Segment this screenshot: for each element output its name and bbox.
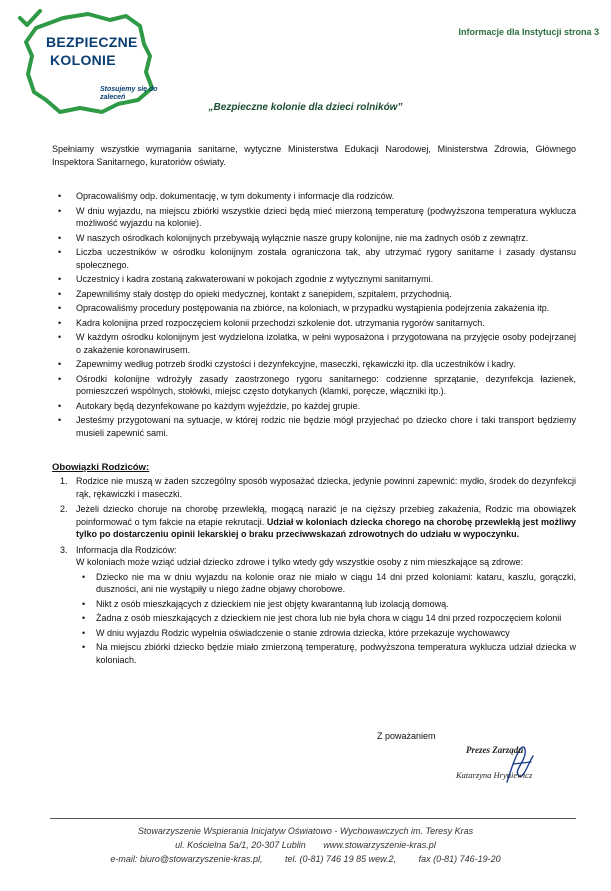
duty-title: Informacja dla Rodziców: bbox=[76, 544, 177, 555]
list-item: • Opracowaliśmy procedury postępowania na zbiórce, na koloniach, w przypadku wystąpienia podejrzenia zakażenia itp. bbox=[52, 302, 576, 315]
footer-email[interactable]: e-mail: biuro@stowarzyszenie-kras.pl, bbox=[110, 854, 263, 864]
list-item: • Opracowaliśmy odp. dokumentację, w tym dokumenty i informacje dla rodziców. bbox=[52, 190, 576, 203]
logo-slogan: Stosujemy się do zaleceń bbox=[100, 86, 158, 101]
footer-address-row bbox=[0, 838, 611, 852]
list-item: • Dziecko nie ma w dniu wyjazdu na kolonie oraz nie miało w ciągu 14 dni przed koloniami: kataru, kaszlu, gorączki, duszności, ani nie wystąpiły u niego żadne objawy chorobowe. bbox=[76, 571, 576, 596]
duties-heading: Obowiązki Rodziców: bbox=[52, 462, 150, 473]
logo-line1: BEZPIECZNE bbox=[46, 34, 138, 50]
footer-tel: tel. (0-81) 746 19 85 wew.2, bbox=[285, 854, 397, 864]
footer-website[interactable]: www.stowarzyszenie-kras.pl bbox=[323, 840, 436, 850]
duty-text: W koloniach może wziąć udział dziecko zdrowe i tylko wtedy gdy wszystkie osoby z nim mieszkające są zdrowe: bbox=[76, 557, 524, 567]
list-item: • W każdym ośrodku kolonijnym jest wydzielona izolatka, w pełni wyposażona i przygotowana na przyjęcie osoby podejrzanej o zakażenie koronawirusem. bbox=[52, 331, 576, 356]
duty-number: 1. bbox=[60, 476, 68, 486]
duties-list bbox=[52, 475, 576, 669]
document-title: „Bezpieczne kolonie dla dzieci rolników” bbox=[208, 102, 403, 113]
list-item: • Nikt z osób mieszkających z dzieckiem nie jest objęty kwarantanną lub izolacją domową. bbox=[76, 598, 576, 611]
duty-item bbox=[52, 503, 576, 541]
list-item: • Jesteśmy przygotowani na sytuacje, w której rodzic nie będzie mógł przyjechać po dziecko chore i taki transport będziemy musieli zapewnić sami. bbox=[52, 414, 576, 439]
intro-paragraph: Spełniamy wszystkie wymagania sanitarne, wytyczne Ministerstwa Edukacji Narodowej, Ministerstwa Zdrowia, Głównego Inspektora Sanitarnego, kuratoriów oświaty. bbox=[52, 144, 576, 167]
list-item: • Na miejscu zbiórki dziecko będzie miało zmierzoną temperaturę, podwyższona temperatura wyklucza udział dziecka w koloniach. bbox=[76, 641, 576, 666]
duty-text: Rodzice nie muszą w żaden szczególny sposób wyposażać dziecka, jedynie powinni zapewnić: mydło, środek do dezynfekcji rąk, rękawiczki i maseczki. bbox=[76, 476, 576, 499]
footer-fax: fax (0-81) 746-19-20 bbox=[418, 854, 501, 864]
parent-info-list bbox=[76, 571, 576, 667]
checkmark-icon bbox=[18, 8, 42, 28]
duty-number: 3. bbox=[60, 544, 68, 555]
logo-line2: KOLONIE bbox=[50, 52, 116, 68]
footer-org: Stowarzyszenie Wspierania Inicjatyw Oświatowo - Wychowawczych im. Teresy Kras bbox=[137, 826, 474, 836]
list-item: • Zapewnimy według potrzeb środki czystości i dezynfekcyjne, maseczki, rękawiczki itp. dla uczestników i kadry. bbox=[52, 358, 576, 371]
list-item: • Kadra kolonijna przed rozpoczęciem kolonii przechodzi szkolenie dot. utrzymania rygorów sanitarnych. bbox=[52, 317, 576, 330]
list-item: • Żadna z osób mieszkających z dzieckiem nie jest chora lub nie była chora w ciągu 14 dni przed rozpoczęciem kolonii bbox=[76, 612, 576, 625]
duty-text-bold: Udział w koloniach dziecka chorego na chorobę przewlekłą jest możliwy tylko po dostarczeniu opinii lekarskiej o braku przeciwwskazań zdrowotnych do udziału w wypoczynku. bbox=[76, 516, 576, 539]
duty-item bbox=[52, 475, 576, 500]
closing-greeting: Z poważaniem bbox=[377, 731, 436, 741]
page-header-info: Informacje dla Instytucji strona 3 bbox=[458, 27, 599, 37]
list-item: • W dniu wyjazdu Rodzic wypełnia oświadczenie o stanie zdrowia dziecka, które przekazuje wychowawcy bbox=[76, 627, 576, 640]
footer-address: ul. Kościelna 5a/1, 20-307 Lublin bbox=[175, 840, 306, 850]
duty-number: 2. bbox=[60, 504, 68, 514]
list-item: • Autokary będą dezynfekowane po każdym wyjeździe, po każdej grupie. bbox=[52, 400, 576, 413]
footer-contact-row bbox=[0, 852, 611, 866]
duty-text: Jeżeli dziecko choruje na chorobę przewlekłą, mogącą narazić je na cięższy przebieg zakażenia, Rodzic ma obowiązek poinformować o tym fakcie na etapie rekrutacji. bbox=[76, 504, 576, 527]
list-item: • Zapewniliśmy stały dostęp do opieki medycznej, kontakt z sanepidem, szpitalem, przychodnią. bbox=[52, 288, 576, 301]
measures-list bbox=[52, 190, 576, 441]
footer bbox=[0, 824, 611, 866]
list-item: • W dniu wyjazdu, na miejscu zbiórki wszystkie dzieci będą mieć mierzoną temperaturę (podwyższona temperatura wyklucza możliwość wyjazdu na kolonie). bbox=[52, 205, 576, 230]
list-item: • W naszych ośrodkach kolonijnych przebywają wyłącznie nasze grupy kolonijne, nie ma żadnych osób z zewnątrz. bbox=[52, 232, 576, 245]
footer-divider bbox=[50, 818, 576, 819]
signatory-name: Katarzyna Hryniewicz bbox=[456, 770, 533, 780]
list-item: • Ośrodki kolonijne wdrożyły zasady zaostrzonego rygoru sanitarnego: codzienne sprzątanie, dezynfekcja łazienek, pomieszczeń wspólnych, stołówki, miejsc często dotykanych (klamki, poręcze, włączniki itp.). bbox=[52, 373, 576, 398]
signatory-role: Prezes Zarządu bbox=[466, 745, 524, 755]
duty-item bbox=[52, 544, 576, 667]
list-item: • Uczestnicy i kadra zostaną zakwaterowani w pokojach zgodnie z wytycznymi sanitarnymi. bbox=[52, 273, 576, 286]
list-item: • Liczba uczestników w ośrodku kolonijnym została ograniczona tak, aby utrzymać rygory sanitarne i zasady dystansu społecznego. bbox=[52, 246, 576, 271]
